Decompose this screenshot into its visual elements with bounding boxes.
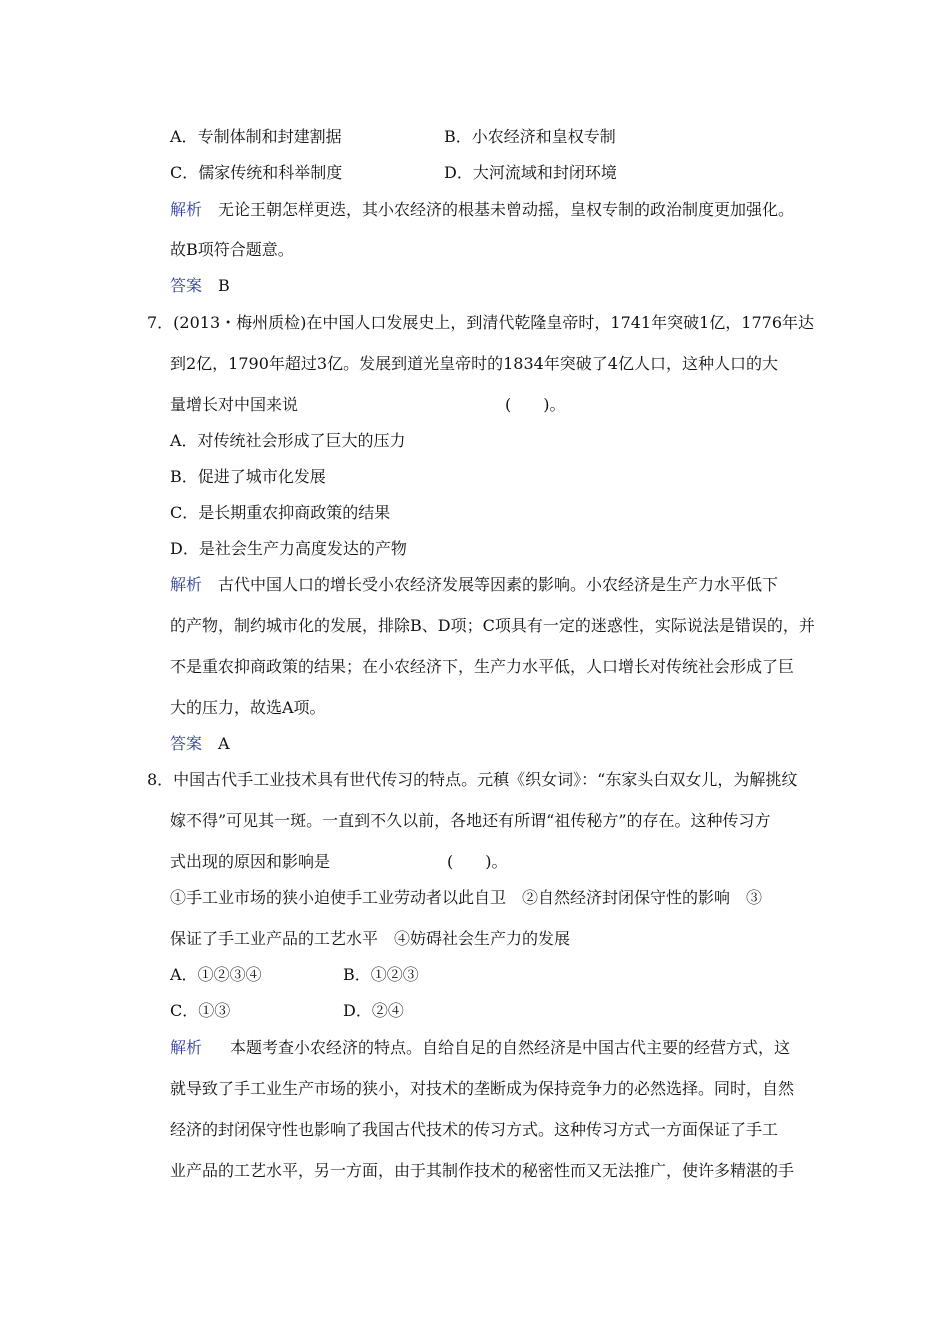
q6-analysis-line-1: 解析 无论王朝怎样更迭，其小农经济的根基未曾动摇，皇权专制的政治制度更加强化。	[170, 200, 795, 219]
q8-answer-blank: ( )。	[447, 852, 508, 871]
q7-analysis-line-2: 的产物，制约城市化的发展，排除B、D项；C项具有一定的迷惑性，实际说法是错误的，并	[170, 616, 815, 635]
q7-stem-line-2: 到2亿，1790年超过3亿。发展到道光皇帝时的1834年突破了4亿人口，这种人口的大	[170, 354, 778, 373]
q6-answer: 答案 B	[170, 276, 230, 295]
q7-analysis-line-1: 解析 古代中国人口的增长受小农经济发展等因素的影响。小农经济是生产力水平低下	[170, 575, 779, 594]
q7-option-c: C．是长期重农抑商政策的结果	[170, 503, 391, 522]
q8-analysis-line-1: 解析 本题考查小农经济的特点。自给自足的自然经济是中国古代主要的经营方式，这	[170, 1038, 791, 1057]
q7-analysis-line-3: 不是重农抑商政策的结果；在小农经济下，生产力水平低，人口增长对传统社会形成了巨	[170, 657, 795, 676]
answer-label: 答案	[170, 276, 203, 295]
q7-answer-blank: ( )。	[505, 395, 566, 414]
q8-analysis-line-3: 经济的封闭保守性也影响了我国古代技术的传习方式。这种传习方式一方面保证了手工	[170, 1120, 779, 1139]
q7-option-d: D．是社会生产力高度发达的产物	[170, 539, 407, 558]
q8-option-c: C．①③	[170, 1001, 231, 1020]
q7-option-a: A．对传统社会形成了巨大的压力	[170, 431, 406, 450]
analysis-label: 解析	[170, 1038, 203, 1057]
q8-option-d: D．②④	[343, 1001, 404, 1020]
q8-stem-line-1: 8．中国古代手工业技术具有世代传习的特点。元稹《织女词》：“东家头白双女儿，为解挑纹	[147, 770, 798, 789]
q7-stem-line-1: 7．(2013・梅州质检)在中国人口发展史上，到清代乾隆皇帝时，1741年突破1亿，1776年达	[147, 313, 815, 332]
q6-option-c: C．儒家传统和科举制度	[170, 163, 343, 182]
answer-label: 答案	[170, 734, 203, 753]
analysis-label: 解析	[170, 200, 203, 219]
q8-stem-line-2: 嫁不得”可见其一斑。一直到不久以前，各地还有所谓“祖传秘方”的存在。这种传习方	[170, 811, 771, 830]
q8-items-line-1: ①手工业市场的狭小迫使手工业劳动者以此自卫 ②自然经济封闭保守性的影响 ③	[170, 888, 763, 907]
q8-option-a: A．①②③④	[170, 965, 262, 984]
q6-option-b: B．小农经济和皇权专制	[444, 127, 616, 146]
q6-analysis-line-2: 故B项符合题意。	[170, 240, 294, 259]
q8-items-line-2: 保证了手工业产品的工艺水平 ④妨碍社会生产力的发展	[170, 929, 571, 948]
q7-stem-line-3: 量增长对中国来说	[170, 395, 299, 414]
q7-answer: 答案 A	[170, 734, 230, 753]
q6-option-a: A．专制体制和封建割据	[170, 127, 342, 146]
analysis-label: 解析	[170, 575, 203, 594]
q7-option-b: B．促进了城市化发展	[170, 467, 326, 486]
q7-analysis-line-4: 大的压力，故选A项。	[170, 698, 326, 717]
q8-analysis-line-4: 业产品的工艺水平，另一方面，由于其制作技术的秘密性而又无法推广，使许多精湛的手	[170, 1161, 795, 1180]
q8-analysis-line-2: 就导致了手工业生产市场的狭小，对技术的垄断成为保持竞争力的必然选择。同时，自然	[170, 1079, 795, 1098]
q8-stem-line-3: 式出现的原因和影响是	[170, 852, 331, 871]
q6-option-d: D．大河流域和封闭环境	[444, 163, 617, 182]
q8-option-b: B．①②③	[343, 965, 419, 984]
